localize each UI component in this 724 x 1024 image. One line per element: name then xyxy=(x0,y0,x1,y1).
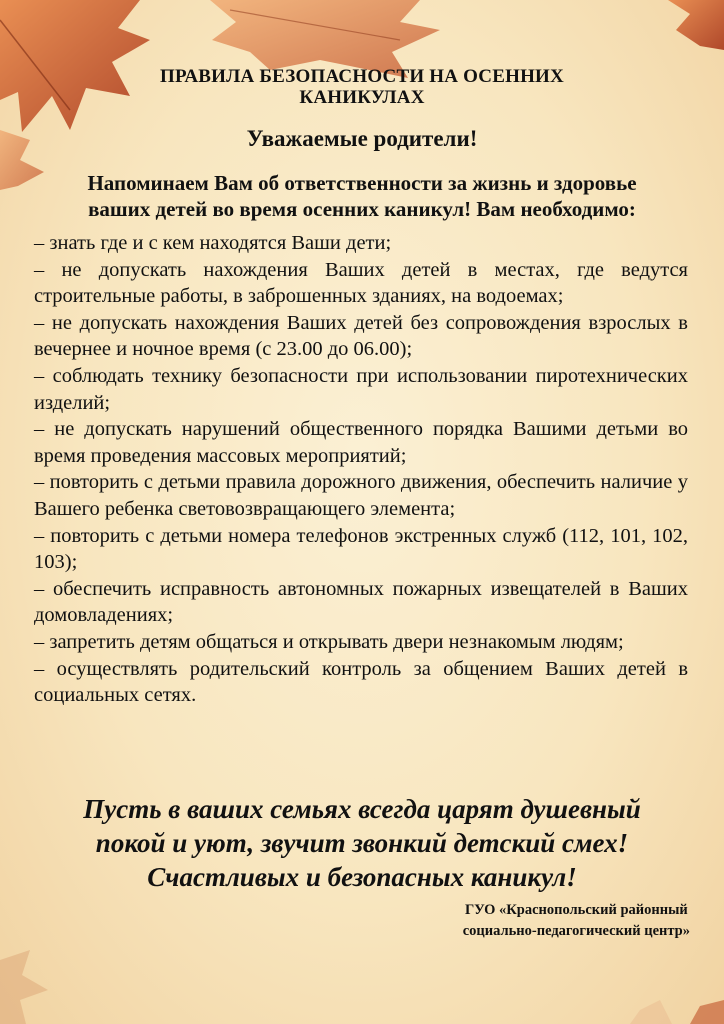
rules-list xyxy=(34,230,688,709)
page-title xyxy=(80,66,644,108)
intro-line: Напоминаем Вам об ответственности за жизнь и здоровье xyxy=(87,171,637,195)
closing-wish xyxy=(20,792,704,894)
maple-leaf-icon xyxy=(668,0,724,50)
rule-item: – не допускать нарушений общественного порядка Вашими детьми во время проведения массовых мероприятий; xyxy=(34,418,688,467)
rule-item: – знать где и с кем находятся Ваши дети; xyxy=(34,232,392,254)
intro-text xyxy=(30,170,694,222)
greeting: Уважаемые родители! xyxy=(246,126,478,151)
intro-line: ваших детей во время осенних каникул! Вам необходимо: xyxy=(88,197,636,221)
rule-item: – соблюдать технику безопасности при использовании пиротехнических изделий; xyxy=(34,364,688,414)
rule-item: – повторить с детьми номера телефонов экстренных служб (112, 101, 102, 103); xyxy=(34,524,688,574)
rule-item: – обеспечить исправность автономных пожарных извещателей в Ваших домовладениях; xyxy=(34,577,688,627)
closing-line: Счастливых и безопасных каникул! xyxy=(147,862,577,892)
organization-line: социально-педагогический центр» xyxy=(462,923,690,939)
rule-item: – не допускать нахождения Ваших детей в местах, где ведутся строительные работы, в заброшенных зданиях, на водоемах; xyxy=(34,258,688,308)
closing-line: Пусть в ваших семьях всегда царят душевный xyxy=(83,794,641,824)
organization-line: ГУО «Краснопольский районный xyxy=(464,902,688,918)
rule-item: – запретить детям общаться и открывать двери незнакомым людям; xyxy=(34,630,624,653)
rule-item: – не допускать нахождения Ваших детей без сопровождения взрослых в вечернее и ночное время (с 23.00 до 06.00); xyxy=(34,311,688,361)
organization-signature xyxy=(463,900,690,942)
page-title-line: ПРАВИЛА БЕЗОПАСНОСТИ НА ОСЕННИХ xyxy=(160,66,564,87)
rule-item: – повторить с детьми правила дорожного движения, обеспечить наличие у Вашего ребенка световозвращающего элемента; xyxy=(34,471,688,520)
page-title-line: КАНИКУЛАХ xyxy=(299,87,425,108)
closing-line: покой и уют, звучит звонкий детский смех! xyxy=(95,828,629,858)
rule-item: – осуществлять родительский контроль за общением Ваших детей в социальных сетях. xyxy=(34,657,688,707)
